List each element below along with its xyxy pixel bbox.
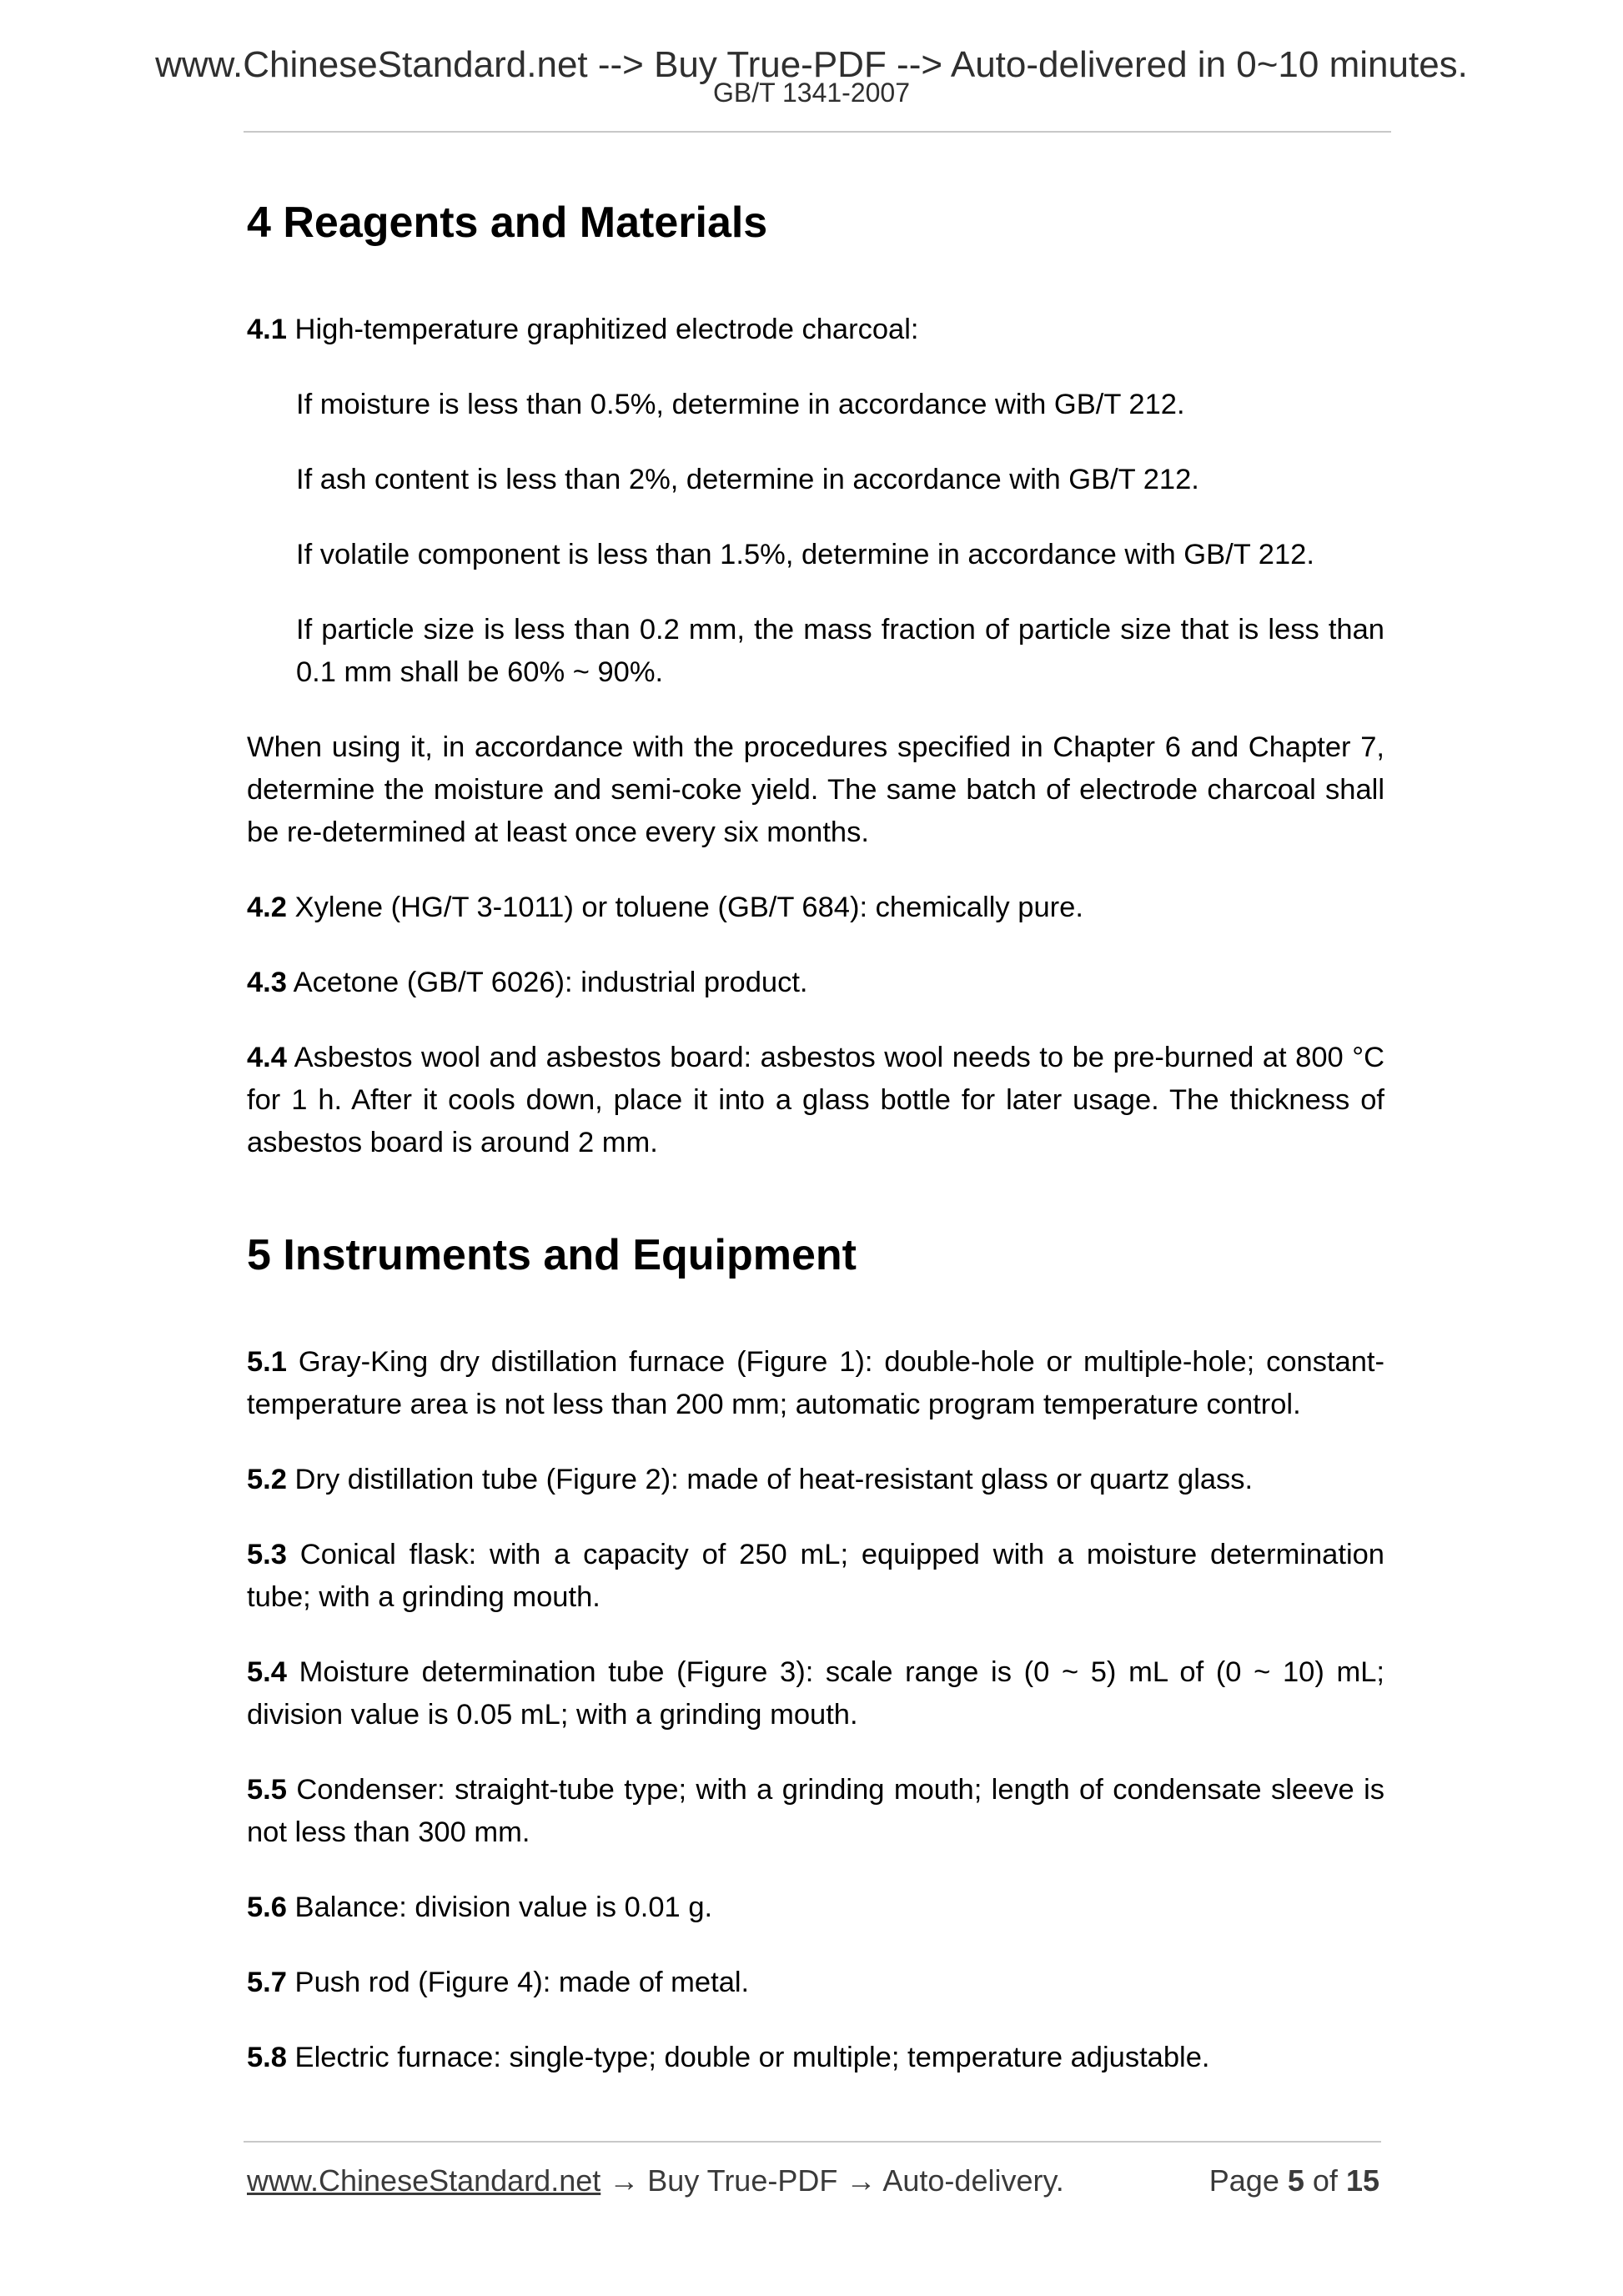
clause-4-1-ash: If ash content is less than 2%, determine in accordance with GB/T 212.	[296, 464, 1199, 495]
site-banner: www.ChineseStandard.net --> Buy True-PDF --> Auto-delivered in 0~10 minutes.	[155, 44, 1468, 85]
clause-4-1	[247, 309, 1384, 351]
current-page-number: 5	[1287, 2163, 1304, 2198]
clause-number: 5.6	[247, 1892, 287, 1923]
clause-5-5	[247, 1769, 1384, 1854]
clause-text: Electric furnace: single-type; double or multiple; temperature adjustable.	[286, 2042, 1210, 2073]
clause-text: High-temperature graphitized electrode charcoal:	[286, 314, 919, 345]
clause-4-4	[247, 1037, 1384, 1164]
footer-promo	[247, 2160, 1064, 2202]
clause-5-2	[247, 1459, 1384, 1501]
clause-5-4	[247, 1651, 1384, 1736]
page-content	[247, 192, 1384, 2112]
clause-5-1	[247, 1341, 1384, 1426]
arrow-icon: →	[609, 2163, 640, 2198]
clause-5-3	[247, 1534, 1384, 1619]
clause-5-8	[247, 2037, 1384, 2079]
document-id: GB/T 1341-2007	[712, 78, 910, 108]
clause-number: 5.8	[247, 2042, 287, 2073]
of-label: of	[1312, 2163, 1338, 2198]
site-link[interactable]: www.ChineseStandard.net	[247, 2163, 601, 2198]
header-divider	[244, 131, 1391, 133]
page-counter	[1209, 2160, 1379, 2202]
footer-divider	[244, 2141, 1381, 2143]
clause-number: 4.1	[247, 314, 287, 345]
clause-4-3	[247, 962, 1384, 1004]
clause-text: Acetone (GB/T 6026): industrial product.	[286, 967, 808, 998]
clause-text: Xylene (HG/T 3-1011) or toluene (GB/T 684): chemically pure.	[286, 892, 1083, 923]
clause-4-1-usage-note: When using it, in accordance with the procedures specified in Chapter 6 and Chapter 7, determine the moisture and semi-coke yield. The same batch of electrode charcoal shall be re-determined at least once every six months.	[247, 731, 1384, 848]
clause-number: 4.3	[247, 967, 287, 998]
clause-text: Gray-King dry distillation furnace (Figure 1): double-hole or multiple-hole; constant-temperature area is not less than 200 mm; automatic program temperature control.	[247, 1346, 1384, 1420]
clause-5-7	[247, 1962, 1384, 2004]
clause-number: 4.4	[247, 1042, 287, 1073]
clause-number: 5.3	[247, 1539, 287, 1570]
clause-number: 5.5	[247, 1774, 287, 1806]
clause-5-6	[247, 1887, 1384, 1929]
clause-4-2	[247, 887, 1384, 929]
page-label: Page	[1208, 2163, 1279, 2198]
clause-4-1-particle-size: If particle size is less than 0.2 mm, the mass fraction of particle size that is less than 0.1 mm shall be 60% ~ 90%.	[296, 614, 1384, 688]
clause-text: Push rod (Figure 4): made of metal.	[286, 1967, 750, 1998]
clause-number: 5.7	[247, 1967, 287, 1998]
auto-delivery-text: Auto-delivery.	[882, 2163, 1064, 2198]
arrow-icon: →	[846, 2163, 877, 2198]
clause-text: Balance: division value is 0.01 g.	[286, 1892, 713, 1923]
clause-4-1-moisture: If moisture is less than 0.5%, determine in accordance with GB/T 212.	[296, 389, 1185, 420]
clause-4-1-volatile: If volatile component is less than 1.5%, determine in accordance with GB/T 212.	[296, 539, 1314, 570]
total-page-count: 15	[1345, 2163, 1379, 2198]
clause-number: 5.4	[247, 1656, 287, 1688]
buy-pdf-text: Buy True-PDF	[647, 2163, 838, 2198]
section-4-title: 4 Reagents and Materials	[247, 198, 768, 247]
clause-text: Moisture determination tube (Figure 3): scale range is (0 ~ 5) mL of (0 ~ 10) mL; division value is 0.05 mL; with a grinding mouth.	[247, 1656, 1384, 1731]
clause-number: 5.2	[247, 1464, 287, 1495]
clause-text: Asbestos wool and asbestos board: asbestos wool needs to be pre-burned at 800 °C for 1 h. After it cools down, place it into a glass bottle for later usage. The thickness of asbestos board is around 2 mm.	[247, 1042, 1384, 1158]
clause-text: Dry distillation tube (Figure 2): made of heat-resistant glass or quartz glass.	[286, 1464, 1254, 1495]
clause-text: Condenser: straight-tube type; with a grinding mouth; length of condensate sleeve is not less than 300 mm.	[247, 1774, 1384, 1848]
clause-text: Conical flask: with a capacity of 250 mL; equipped with a moisture determination tube; with a grinding mouth.	[247, 1539, 1384, 1613]
section-5-title: 5 Instruments and Equipment	[247, 1231, 857, 1279]
clause-number: 5.1	[247, 1346, 287, 1378]
clause-number: 4.2	[247, 892, 287, 923]
